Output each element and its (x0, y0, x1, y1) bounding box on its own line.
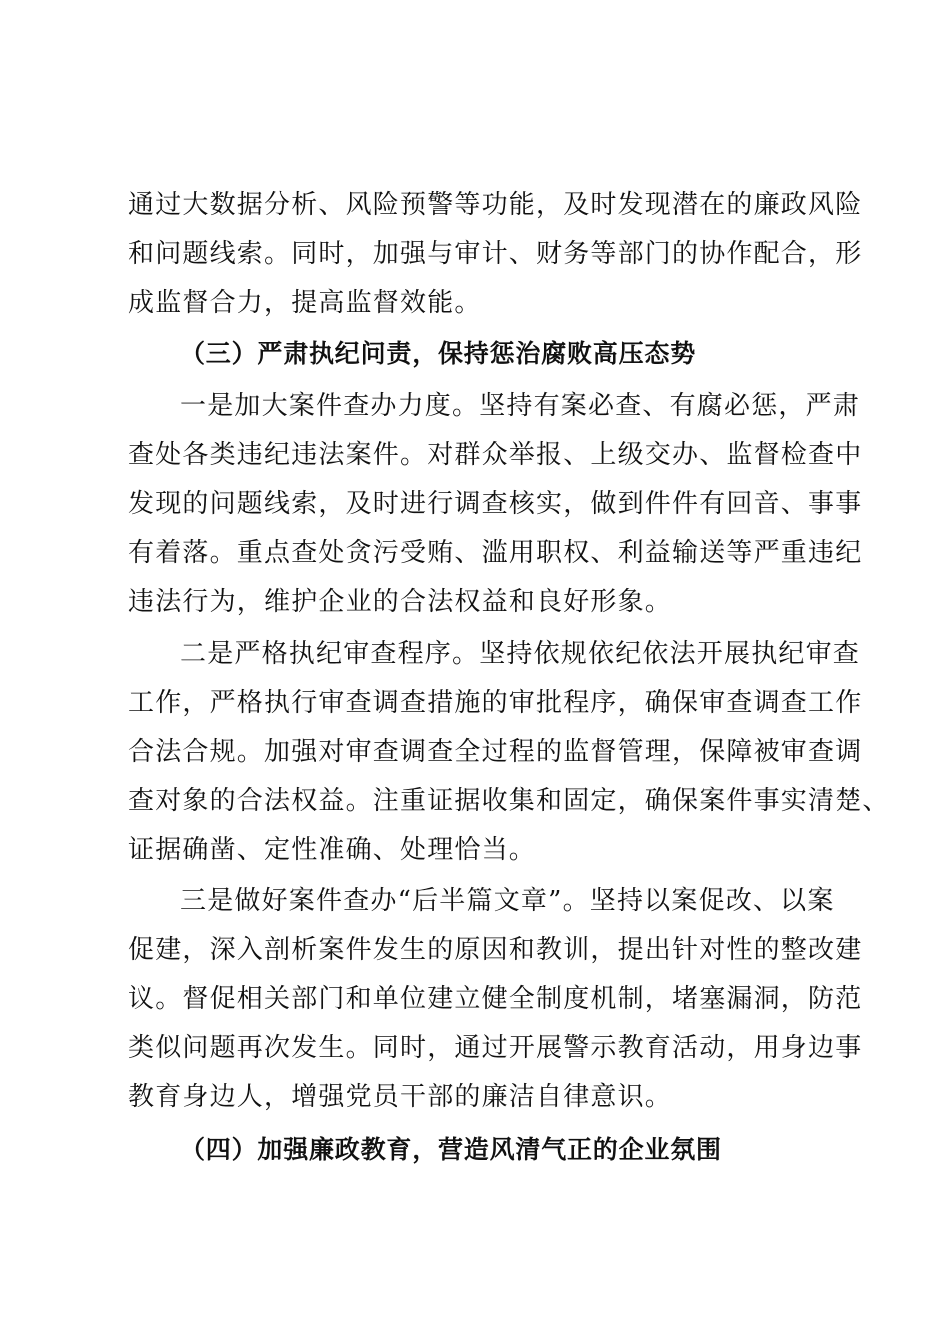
paragraph-line: 促建，深入剖析案件发生的原因和教训，提出针对性的整改建 (128, 935, 863, 965)
paragraph-line: 二是严格执纪审查程序。坚持依规依纪依法开展执纪审查 (180, 639, 861, 669)
paragraph-line: 发现的问题线索，及时进行调查核实，做到件件有回音、事事 (128, 489, 863, 519)
section-heading-3: （三）严肃执纪问责，保持惩治腐败高压态势 (180, 339, 697, 368)
paragraph-line: 成监督合力，提高监督效能。 (128, 288, 482, 318)
paragraph-line: 查对象的合法权益。注重证据收集和固定，确保案件事实清楚、 (128, 786, 890, 816)
paragraph-line: 工作，严格执行审查调查措施的审批程序，确保审查调查工作 (128, 688, 863, 718)
paragraph-line: 教育身边人，增强党员干部的廉洁自律意识。 (128, 1082, 673, 1112)
paragraph-line: 合法合规。加强对审查调查全过程的监督管理，保障被审查调 (128, 737, 863, 767)
paragraph-line: 和问题线索。同时，加强与审计、财务等部门的协作配合，形 (128, 239, 863, 269)
paragraph-line: 违法行为，维护企业的合法权益和良好形象。 (128, 587, 673, 617)
paragraph-line: 三是做好案件查办“后半篇文章”。坚持以案促改、以案 (180, 886, 835, 916)
paragraph-line: 证据确凿、定性准确、处理恰当。 (128, 835, 537, 865)
paragraph-line: 查处各类违纪违法案件。对群众举报、上级交办、监督检查中 (128, 440, 863, 470)
paragraph-line: 通过大数据分析、风险预警等功能，及时发现潜在的廉政风险 (128, 190, 863, 220)
paragraph-line: 类似问题再次发生。同时，通过开展警示教育活动，用身边事 (128, 1033, 863, 1063)
paragraph-line: 一是加大案件查办力度。坚持有案必查、有腐必惩，严肃 (180, 391, 861, 421)
paragraph-line: 有着落。重点查处贪污受贿、滥用职权、利益输送等严重违纪 (128, 538, 863, 568)
section-heading-4: （四）加强廉政教育，营造风清气正的企业氛围 (180, 1135, 722, 1164)
paragraph-line: 议。督促相关部门和单位建立健全制度机制，堵塞漏洞，防范 (128, 984, 863, 1014)
